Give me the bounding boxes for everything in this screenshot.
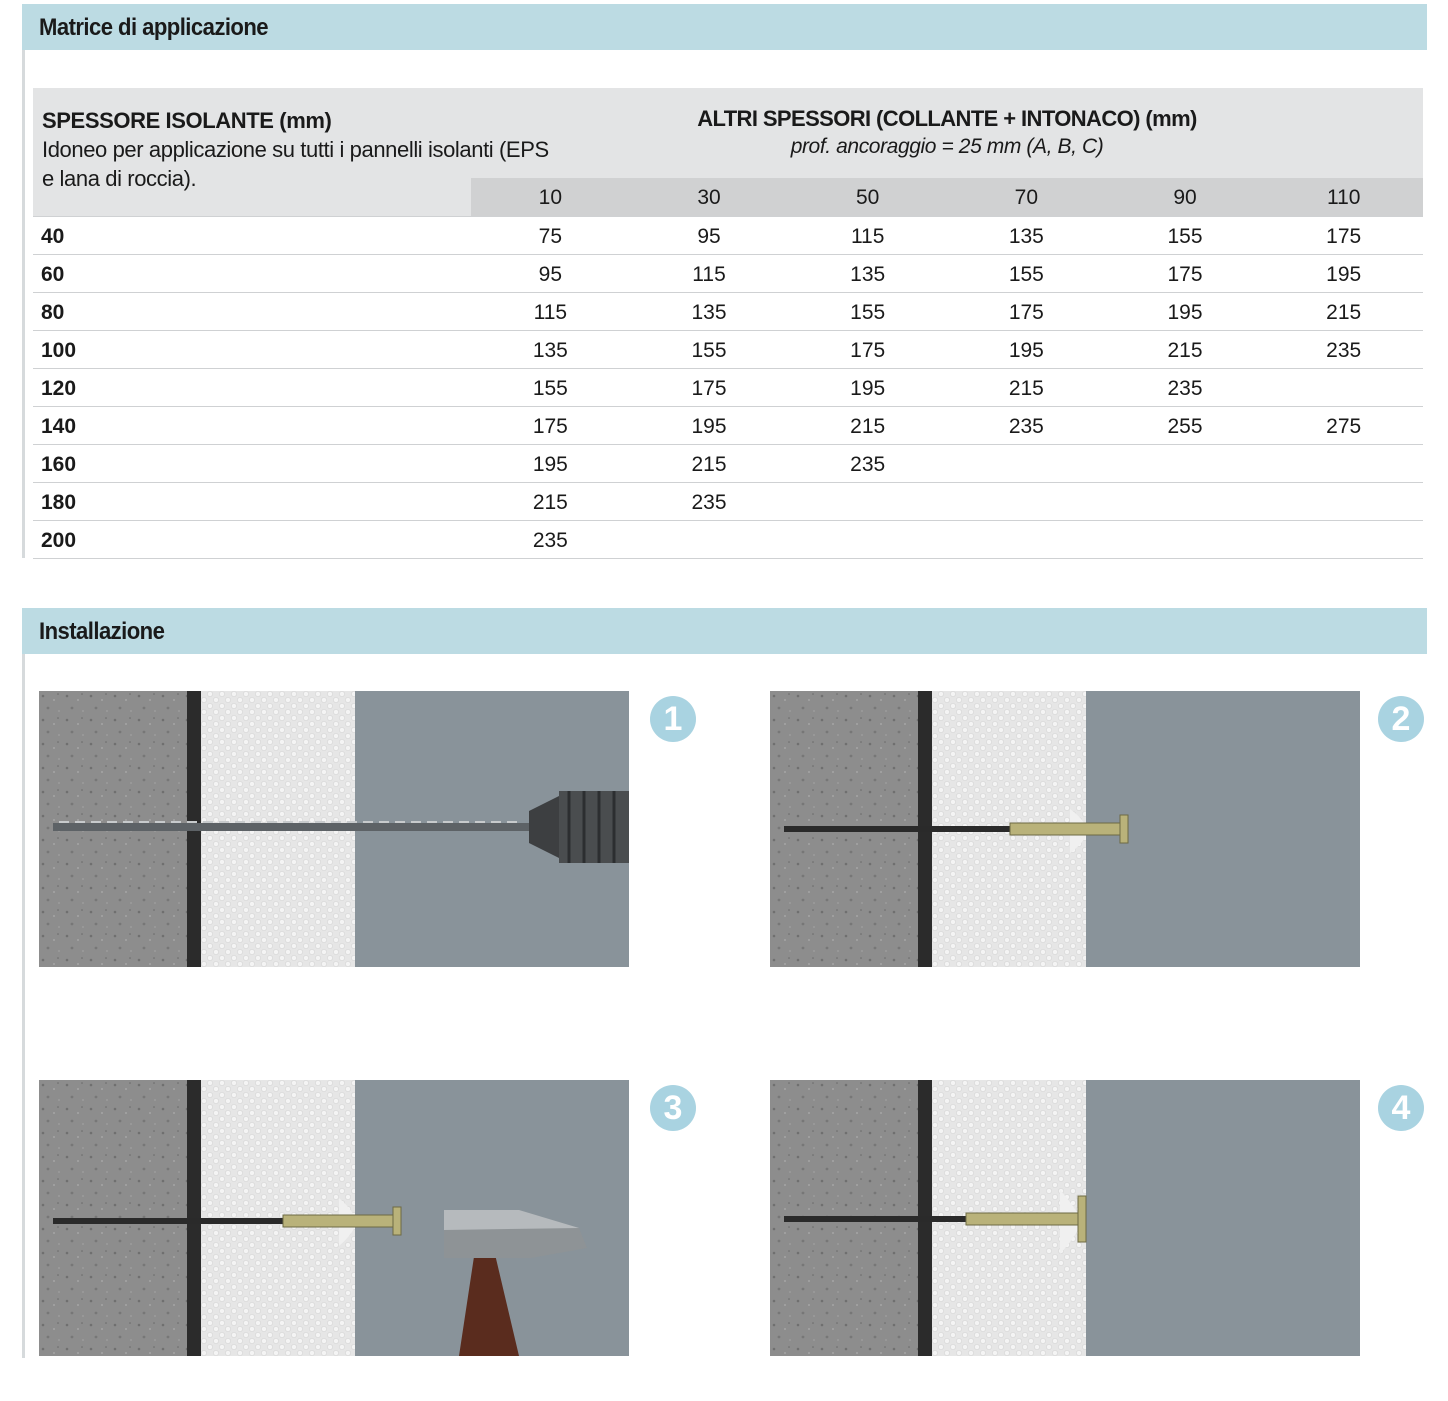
table-cell [947,483,1106,520]
table-cell: 175 [850,339,886,362]
table-cell [788,483,947,520]
table-cell [1264,445,1423,482]
insulation-thickness-note: Idoneo per applicazione su tutti i pannelli isolanti (EPS e lana di roccia). [42,137,549,191]
anchorage-depth-note: prof. ancoraggio = 25 mm (A, B, C) [790,135,1104,158]
step-3-badge: 3 [650,1085,696,1131]
table-row [33,217,1423,255]
column-header: 30 [697,186,721,209]
table-row [33,521,1423,559]
table-cell [1264,369,1423,406]
table-cell: 175 [1326,225,1362,248]
table-cell: 155 [691,339,727,362]
table-cell: 115 [850,225,885,248]
table-cell: 275 [1326,415,1362,438]
row-header: 120 [41,377,77,400]
table-cell: 255 [1167,415,1203,438]
table-cell: 95 [697,225,721,248]
table-cell: 155 [1167,225,1203,248]
table-cell: 195 [1167,301,1203,324]
table-cell [1106,445,1265,482]
table-cell [788,521,947,558]
table-cell: 175 [691,377,727,400]
column-header: 70 [1014,186,1039,209]
table-cell: 235 [1167,377,1203,400]
table-cell: 195 [1008,339,1044,362]
insulation-thickness-title: SPESSORE ISOLANTE (mm) [42,108,332,133]
table-cell: 195 [850,377,886,400]
table-cell: 235 [532,529,568,552]
table-cell: 155 [1008,263,1044,286]
table-cell: 175 [532,415,568,438]
table-cell: 75 [538,225,563,248]
row-header: 140 [41,415,77,438]
table-row [33,369,1423,407]
table-cell: 135 [850,263,886,286]
table-cell: 135 [691,301,727,324]
step-1-badge: 1 [650,696,696,742]
table-row [33,407,1423,445]
table-cell: 195 [691,415,727,438]
matrix-section-header [22,4,1427,50]
table-cell: 215 [1167,339,1203,362]
column-header: 90 [1173,186,1197,209]
table-cell [947,521,1106,558]
table-cell: 135 [1008,225,1044,248]
row-header: 180 [41,491,77,514]
column-headers [471,178,1423,216]
row-header: 100 [41,339,77,362]
table-cell: 215 [532,491,568,514]
table-cell: 135 [532,339,568,362]
table-row [33,445,1423,483]
table-cell: 115 [692,263,726,286]
column-header: 110 [1326,186,1361,209]
other-thickness-title: ALTRI SPESSORI (COLLANTE + INTONACO) (mm) [697,106,1197,131]
table-cell: 195 [532,453,568,476]
table-cell: 235 [850,453,886,476]
table-header [33,88,1423,216]
table-cell: 215 [1008,377,1044,400]
table-row [33,255,1423,293]
row-header: 160 [41,453,77,476]
row-header: 60 [41,263,65,286]
table-row [33,483,1423,521]
table-cell: 235 [1008,415,1044,438]
table-row [33,293,1423,331]
installation-section-header [22,608,1427,654]
installation-section-title: Installazione [39,618,165,645]
table-cell [630,521,789,558]
table-body [33,216,1423,559]
table-cell [1106,521,1265,558]
table-cell: 175 [1008,301,1044,324]
table-cell: 155 [850,301,886,324]
row-header: 40 [41,225,65,248]
installation-left-rule [22,654,25,1358]
table-cell: 215 [1326,301,1362,324]
table-cell: 235 [1326,339,1362,362]
table-cell: 195 [1326,263,1362,286]
table-cell [1264,483,1423,520]
step-2-badge: 2 [1378,696,1424,742]
table-cell: 175 [1167,263,1203,286]
table-cell: 215 [691,453,727,476]
step-4-badge: 4 [1378,1085,1424,1131]
table-row [33,331,1423,369]
table-cell: 95 [538,263,563,286]
step-2-illustration [770,691,1360,967]
table-cell [1264,521,1423,558]
step-3-illustration [39,1080,629,1356]
table-cell: 115 [533,301,568,324]
table-cell [947,445,1106,482]
column-header: 10 [538,186,563,209]
table-cell: 155 [532,377,568,400]
matrix-section-title: Matrice di applicazione [39,14,269,41]
application-matrix-table [33,88,1423,559]
table-cell: 235 [691,491,727,514]
table-cell: 215 [850,415,886,438]
table-cell [1106,483,1265,520]
row-header: 80 [41,301,65,324]
column-header: 50 [856,186,880,209]
matrix-left-rule [22,50,25,558]
step-4-illustration [770,1080,1360,1356]
step-1-illustration [39,691,629,967]
row-header: 200 [41,529,77,552]
